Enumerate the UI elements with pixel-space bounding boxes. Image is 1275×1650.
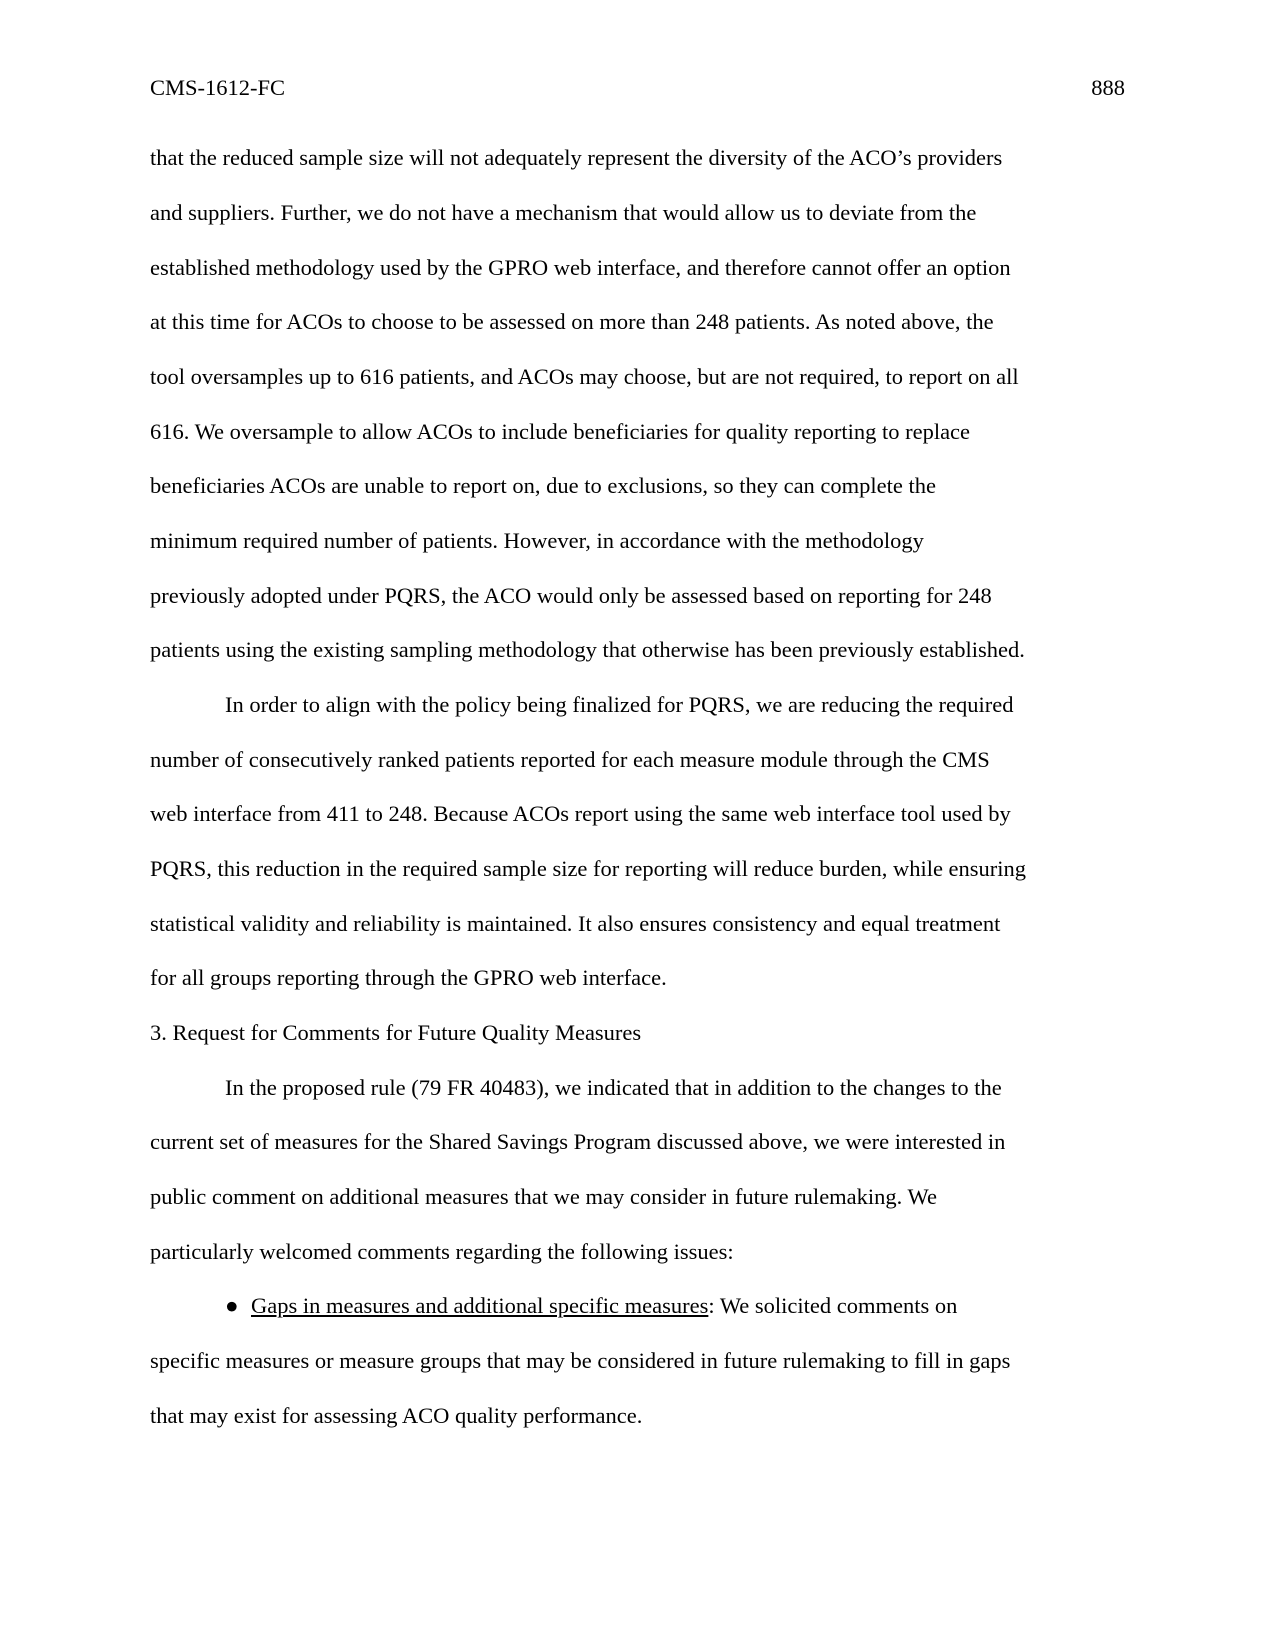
paragraph-line: minimum required number of patients. However, in accordance with the methodology [150, 528, 924, 553]
paragraph-line: PQRS, this reduction in the required sample size for reporting will reduce burden, while ensuring [150, 856, 1027, 881]
paragraph-line: patients using the existing sampling methodology that otherwise has been previously established. [150, 637, 1025, 662]
bullet-title-suffix: : We solicited comments on [708, 1293, 958, 1318]
paragraph-line: particularly welcomed comments regarding the following issues: [150, 1239, 734, 1264]
paragraph-line: In the proposed rule (79 FR 40483), we indicated that in addition to the changes to the [225, 1075, 1002, 1100]
paragraph-line: beneficiaries ACOs are unable to report on, due to exclusions, so they can complete the [150, 473, 937, 498]
paragraph-line: tool oversamples up to 616 patients, and ACOs may choose, but are not required, to report on all [150, 364, 1019, 389]
bullet-item [225, 1292, 957, 1320]
section-heading: 3. Request for Comments for Future Quality Measures [150, 1020, 642, 1045]
paragraph-line: for all groups reporting through the GPRO web interface. [150, 965, 667, 990]
bullet-icon: ● [225, 1293, 239, 1318]
paragraph-line: 616. We oversample to allow ACOs to include beneficiaries for quality reporting to replace [150, 419, 971, 444]
paragraph-line: established methodology used by the GPRO web interface, and therefore cannot offer an option [150, 255, 1011, 280]
paragraph-line: previously adopted under PQRS, the ACO would only be assessed based on reporting for 248 [150, 583, 992, 608]
paragraph-line: statistical validity and reliability is maintained. It also ensures consistency and equal treatment [150, 911, 1001, 936]
page-number: 888 [1091, 75, 1125, 100]
paragraph-line: specific measures or measure groups that may be considered in future rulemaking to fill in gaps [150, 1348, 1011, 1373]
bullet-title: Gaps in measures and additional specific measures [251, 1293, 709, 1318]
paragraph-line: and suppliers. Further, we do not have a mechanism that would allow us to deviate from the [150, 200, 977, 225]
document-id: CMS-1612-FC [150, 75, 286, 100]
paragraph-line: public comment on additional measures that we may consider in future rulemaking. We [150, 1184, 937, 1209]
paragraph-line: web interface from 411 to 248. Because ACOs report using the same web interface tool used by [150, 801, 1011, 826]
paragraph-line: In order to align with the policy being finalized for PQRS, we are reducing the required [225, 692, 1014, 717]
paragraph-line: current set of measures for the Shared Savings Program discussed above, we were interested in [150, 1129, 1006, 1154]
paragraph-line: number of consecutively ranked patients reported for each measure module through the CMS [150, 747, 990, 772]
paragraph-line: at this time for ACOs to choose to be assessed on more than 248 patients. As noted above, the [150, 309, 994, 334]
paragraph-line: that may exist for assessing ACO quality performance. [150, 1403, 643, 1428]
paragraph-line: that the reduced sample size will not adequately represent the diversity of the ACO’s providers [150, 145, 1003, 170]
